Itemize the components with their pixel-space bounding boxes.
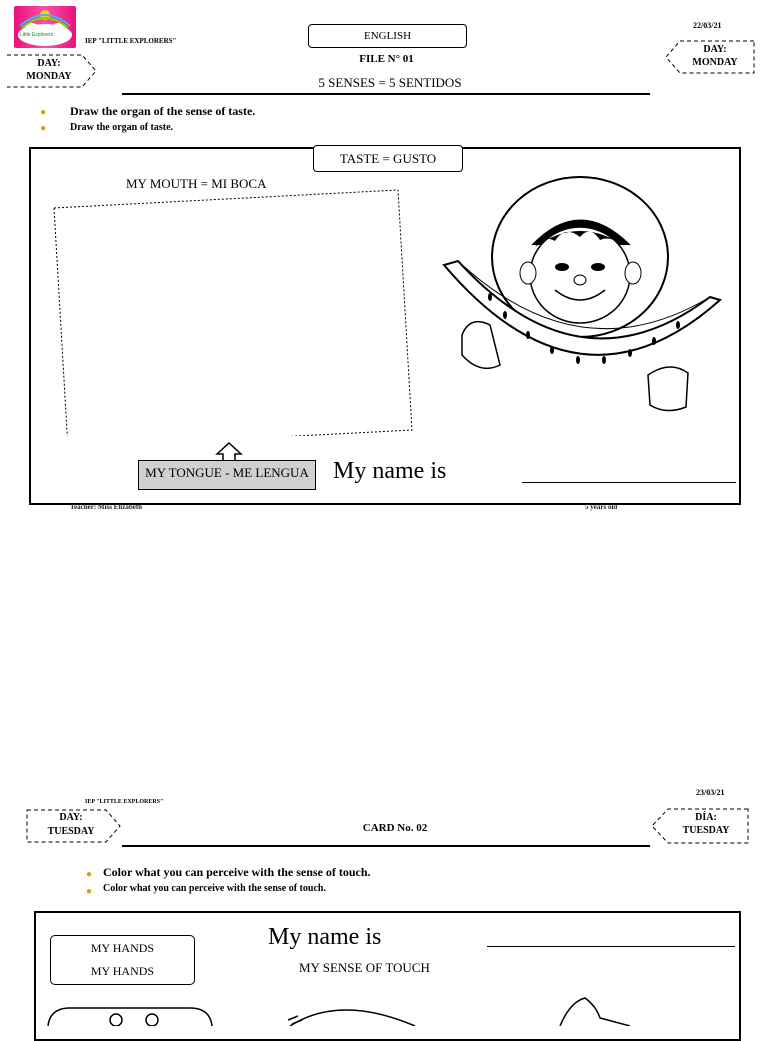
date-2: 23/03/21	[696, 788, 725, 797]
day-tag-left-2-line1: DAY:	[59, 812, 83, 823]
school-name-2: IEP "LITTLE EXPLORERS"	[85, 799, 164, 805]
day-tag-right-line1: DAY:	[703, 44, 727, 55]
logo-text: Little Explorers	[20, 32, 54, 38]
instruction-2-1: Color what you can perceive with the sense of touch.	[103, 865, 371, 879]
subject-box	[308, 24, 467, 48]
day-tag-right	[664, 39, 756, 75]
sense-of-touch-label: MY SENSE OF TOUCH	[299, 960, 430, 975]
boy-eating-watermelon-illustration	[440, 175, 730, 420]
age-label: 5 years old	[585, 503, 618, 511]
name-input-line[interactable]	[522, 482, 736, 483]
teacher-name: Teacher: Miss Elizabeth	[70, 503, 143, 511]
sense-title: TASTE = GUSTO	[339, 151, 437, 166]
tongue-label-box	[138, 460, 316, 490]
name-label-2: My name is	[268, 924, 382, 950]
sense-title-box	[313, 145, 463, 172]
hands-label-2: MY HANDS	[90, 964, 155, 978]
day-tag-right-2-line2: TUESDAY	[682, 825, 730, 836]
touch-object-illustrations	[40, 996, 740, 1026]
logo-cloud-icon	[14, 6, 76, 48]
day-tag-left-line2: MONDAY	[26, 71, 72, 82]
day-tag-left-2	[26, 808, 122, 844]
topic-title: 5 SENSES = 5 SENTIDOS	[318, 75, 462, 90]
day-tag-right-line2: MONDAY	[692, 57, 738, 68]
bullet-icon: ●	[86, 869, 93, 880]
day-tag-left-2-line2: TUESDAY	[47, 826, 95, 837]
bullet-icon: ●	[86, 886, 93, 897]
card-number: CARD No. 02	[362, 822, 428, 834]
header-rule-2	[122, 845, 650, 847]
hands-label-1: MY HANDS	[90, 941, 155, 955]
instruction-2-2: Color what you can perceive with the sense of touch.	[103, 883, 326, 894]
mouth-label: MY MOUTH = MI BOCA	[126, 176, 267, 191]
day-tag-left-line1: DAY:	[37, 58, 61, 69]
bullet-icon: ●	[40, 123, 47, 134]
drawing-area[interactable]	[50, 186, 420, 436]
day-tag-right-2-line1: DÍA:	[695, 812, 717, 823]
name-label: My name is	[333, 458, 447, 484]
school-name: IEP "LITTLE EXPLORERS"	[85, 37, 177, 45]
subject-label: ENGLISH	[363, 30, 412, 42]
header-rule	[122, 93, 650, 95]
instruction-2: Draw the organ of taste.	[70, 122, 174, 133]
day-tag-left	[6, 53, 98, 89]
hands-label-box	[50, 935, 195, 985]
file-number: FILE N° 01	[359, 53, 414, 65]
name-input-line-2[interactable]	[487, 946, 735, 947]
up-arrow-icon	[214, 442, 244, 462]
bullet-icon: ●	[40, 107, 47, 118]
instruction-1: Draw the organ of the sense of taste.	[70, 104, 256, 118]
school-logo	[14, 6, 76, 48]
day-tag-right-2	[650, 807, 750, 845]
tongue-label: MY TONGUE - ME LENGUA	[145, 465, 309, 480]
date: 22/03/21	[693, 21, 722, 30]
